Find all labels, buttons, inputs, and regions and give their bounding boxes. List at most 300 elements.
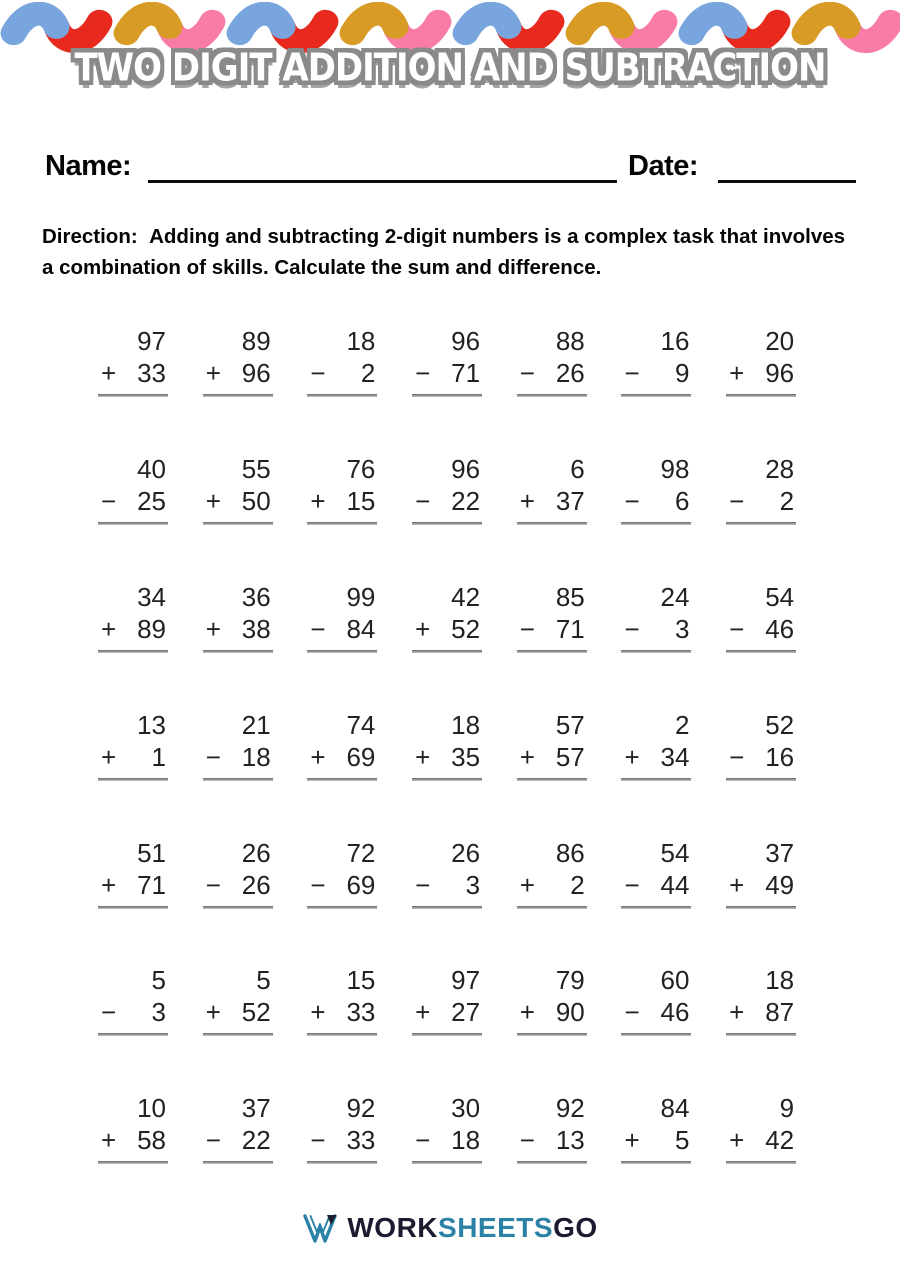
problem xyxy=(621,709,691,837)
problem xyxy=(517,453,587,581)
problem-bottom-row xyxy=(726,357,796,389)
problem-bottom-number: 3 xyxy=(151,997,166,1028)
problem-top-number: 34 xyxy=(137,581,166,612)
problem-operator: − xyxy=(415,358,431,388)
problem xyxy=(307,581,377,709)
problem xyxy=(307,1092,377,1220)
answer-line xyxy=(621,1161,691,1164)
answer-line xyxy=(412,778,482,781)
problem-bottom-number: 3 xyxy=(465,869,481,900)
problem xyxy=(621,325,691,453)
problem-bottom-row xyxy=(307,996,377,1028)
answer-line xyxy=(307,778,377,781)
problem-bottom-row xyxy=(726,869,796,901)
problem xyxy=(621,1092,691,1220)
direction-body: Adding and subtracting 2-digit numbers is a complex task that involves a combination of skills. Calculate the sum and difference. xyxy=(42,225,846,279)
problem xyxy=(203,837,273,965)
answer-line xyxy=(412,906,482,909)
answer-line xyxy=(517,650,587,653)
answer-line xyxy=(412,394,482,397)
problem-top-number: 24 xyxy=(660,581,690,612)
problem-operator: + xyxy=(729,997,745,1028)
problem-operator: − xyxy=(729,613,745,644)
problem-top-number: 98 xyxy=(660,453,690,484)
answer-line xyxy=(726,394,796,397)
problem-operator: − xyxy=(624,997,640,1028)
problem-bottom-row xyxy=(621,485,691,517)
problem-bottom-number: 46 xyxy=(765,613,795,644)
problem-bottom-number: 84 xyxy=(346,613,376,644)
problem-bottom-row xyxy=(203,869,273,901)
problem-bottom-number: 18 xyxy=(241,741,271,772)
problem-top-number: 21 xyxy=(241,709,271,740)
answer-line xyxy=(203,650,273,653)
problem xyxy=(203,1092,273,1220)
answer-line xyxy=(621,778,691,781)
problem-operator: + xyxy=(205,997,221,1028)
answer-line xyxy=(726,778,796,781)
problem-top-number: 40 xyxy=(137,453,166,484)
problem-bottom-row xyxy=(412,485,482,517)
problem-bottom-number: 1 xyxy=(151,741,166,772)
problem-bottom-row xyxy=(203,741,273,773)
answer-line xyxy=(517,1033,587,1036)
problem-top-number: 51 xyxy=(137,837,166,868)
problem-operator: + xyxy=(101,741,117,772)
problem xyxy=(98,709,168,837)
answer-line xyxy=(621,522,691,525)
problem xyxy=(203,581,273,709)
problem-bottom-number: 38 xyxy=(241,613,271,644)
problem-bottom-row xyxy=(621,613,691,645)
page-title-wrap xyxy=(0,45,900,91)
problem-bottom-number: 27 xyxy=(451,997,481,1028)
answer-line xyxy=(307,650,377,653)
problem-bottom-row xyxy=(517,741,587,773)
answer-line xyxy=(517,394,587,397)
problem-bottom-row xyxy=(517,613,587,645)
answer-line xyxy=(203,522,273,525)
problem xyxy=(621,453,691,581)
problem-bottom-number: 26 xyxy=(555,358,585,388)
brand-work: WORK xyxy=(347,1212,439,1243)
problem-top-number: 86 xyxy=(555,837,585,868)
problem-bottom-row xyxy=(98,485,168,517)
problem-top-number: 96 xyxy=(451,326,481,356)
problem-top-number: 42 xyxy=(451,581,481,612)
problem-operator: − xyxy=(310,613,326,644)
problem-operator: − xyxy=(415,1125,431,1156)
answer-line xyxy=(98,1161,168,1164)
problem-bottom-number: 2 xyxy=(570,869,585,900)
problem-operator: − xyxy=(205,1125,221,1156)
problem-bottom-row xyxy=(98,741,168,773)
problem-operator: − xyxy=(624,485,640,516)
problem-bottom-row xyxy=(307,485,377,517)
problem-bottom-row xyxy=(412,741,482,773)
problem-operator: + xyxy=(101,869,117,900)
problem-operator: − xyxy=(624,869,640,900)
problem-top-number: 37 xyxy=(241,1093,271,1124)
problem-operator: − xyxy=(310,1125,326,1156)
problem-bottom-row xyxy=(412,1124,482,1156)
problem-bottom-row xyxy=(307,613,377,645)
problem-bottom-row xyxy=(203,1124,273,1156)
problem-operator: − xyxy=(415,485,431,516)
problem-bottom-number: 71 xyxy=(555,613,585,644)
problem-operator: − xyxy=(519,1125,535,1156)
problem-bottom-row xyxy=(726,485,796,517)
answer-line xyxy=(412,522,482,525)
brand-sheets: SHEETS xyxy=(438,1212,554,1243)
name-label: Name: xyxy=(45,150,132,182)
problem-bottom-number: 26 xyxy=(241,869,271,900)
problem-bottom-number: 87 xyxy=(765,997,795,1028)
problem-operator: + xyxy=(101,613,117,644)
answer-line xyxy=(726,522,796,525)
page-title: TWO DIGIT ADDITION AND SUBTRACTION xyxy=(74,45,826,91)
problem-bottom-number: 15 xyxy=(346,485,376,516)
problem-bottom-row xyxy=(726,1124,796,1156)
problem xyxy=(203,964,273,1092)
problem-top-number: 79 xyxy=(555,965,585,996)
problem-top-number: 96 xyxy=(451,453,481,484)
problem xyxy=(621,581,691,709)
problem-bottom-number: 57 xyxy=(555,741,585,772)
answer-line xyxy=(726,1033,796,1036)
problem-bottom-number: 13 xyxy=(555,1125,585,1156)
answer-line xyxy=(726,650,796,653)
problem-bottom-row xyxy=(203,357,273,389)
problem-bottom-row xyxy=(98,357,168,389)
problem-bottom-number: 2 xyxy=(779,485,795,516)
answer-line xyxy=(307,906,377,909)
problem xyxy=(307,325,377,453)
problem xyxy=(98,837,168,965)
problem xyxy=(412,709,482,837)
problem xyxy=(203,453,273,581)
answer-line xyxy=(98,1033,168,1036)
problem-top-number: 28 xyxy=(765,453,795,484)
problem-top-number: 84 xyxy=(660,1093,690,1124)
brand-go: GO xyxy=(553,1212,598,1243)
worksheetsgo-wordmark xyxy=(347,1212,597,1244)
problem xyxy=(412,837,482,965)
problem-bottom-row xyxy=(98,996,168,1028)
problem-operator: + xyxy=(624,1125,640,1156)
problem xyxy=(517,325,587,453)
problem-bottom-number: 44 xyxy=(660,869,690,900)
problem-top-number: 26 xyxy=(451,837,481,868)
problem-operator: + xyxy=(310,485,326,516)
date-blank-line xyxy=(718,180,856,183)
problem xyxy=(517,964,587,1092)
problem xyxy=(726,581,796,709)
answer-line xyxy=(621,394,691,397)
problem-top-number: 5 xyxy=(256,965,271,996)
problem-bottom-row xyxy=(517,996,587,1028)
direction-text xyxy=(42,221,854,283)
answer-line xyxy=(203,1033,273,1036)
answer-line xyxy=(412,650,482,653)
problem-bottom-number: 37 xyxy=(555,485,585,516)
problem-bottom-number: 69 xyxy=(346,741,376,772)
answer-line xyxy=(203,778,273,781)
problem-operator: − xyxy=(101,997,117,1028)
problem-top-number: 60 xyxy=(660,965,690,996)
problem-top-number: 92 xyxy=(555,1093,585,1124)
problem-operator: + xyxy=(519,741,535,772)
problem-bottom-row xyxy=(412,613,482,645)
problem xyxy=(517,1092,587,1220)
answer-line xyxy=(621,650,691,653)
problem-bottom-row xyxy=(621,357,691,389)
problem-top-number: 89 xyxy=(241,326,271,356)
problem-operator: + xyxy=(101,358,117,388)
problem-bottom-number: 52 xyxy=(241,997,271,1028)
problem-operator: + xyxy=(415,741,431,772)
problem-operator: − xyxy=(519,358,535,388)
footer-brand xyxy=(0,1212,900,1244)
problem-top-number: 6 xyxy=(570,453,585,484)
problem-operator: + xyxy=(205,613,221,644)
problem-bottom-number: 33 xyxy=(346,1125,376,1156)
problem-operator: + xyxy=(624,741,640,772)
problem-top-number: 20 xyxy=(765,326,795,356)
problem-bottom-number: 71 xyxy=(137,869,166,900)
problem-top-number: 97 xyxy=(137,326,166,356)
problem-bottom-row xyxy=(517,485,587,517)
answer-line xyxy=(726,906,796,909)
problem-bottom-number: 58 xyxy=(137,1125,166,1156)
problem-top-number: 54 xyxy=(660,837,690,868)
problem xyxy=(517,581,587,709)
problem-operator: − xyxy=(624,358,640,388)
problem-bottom-row xyxy=(203,485,273,517)
problem-bottom-number: 46 xyxy=(660,997,690,1028)
problem-top-number: 88 xyxy=(555,326,585,356)
answer-line xyxy=(98,522,168,525)
problem xyxy=(412,1092,482,1220)
answer-line xyxy=(517,906,587,909)
problem xyxy=(726,1092,796,1220)
problem xyxy=(307,964,377,1092)
answer-line xyxy=(307,394,377,397)
problem-top-number: 10 xyxy=(137,1093,166,1124)
problem-bottom-row xyxy=(203,613,273,645)
problem-top-number: 76 xyxy=(346,453,376,484)
date-label: Date: xyxy=(628,150,699,182)
problem-bottom-number: 71 xyxy=(451,358,481,388)
problem-bottom-row xyxy=(307,741,377,773)
problem-bottom-number: 50 xyxy=(241,485,271,516)
answer-line xyxy=(517,522,587,525)
problem-bottom-number: 89 xyxy=(137,613,166,644)
problem-bottom-row xyxy=(517,869,587,901)
answer-line xyxy=(621,906,691,909)
problem-operator: + xyxy=(519,485,535,516)
problem-operator: − xyxy=(729,741,745,772)
problem-operator: − xyxy=(205,869,221,900)
answer-line xyxy=(412,1033,482,1036)
problem-top-number: 85 xyxy=(555,581,585,612)
problem-bottom-number: 49 xyxy=(765,869,795,900)
problem-top-number: 13 xyxy=(137,709,166,740)
problem-bottom-row xyxy=(621,1124,691,1156)
problem xyxy=(726,964,796,1092)
problem-top-number: 2 xyxy=(674,709,690,740)
problem-top-number: 18 xyxy=(346,326,376,356)
problem-operator: + xyxy=(519,869,535,900)
problem-operator: + xyxy=(519,997,535,1028)
problem-top-number: 18 xyxy=(765,965,795,996)
problem xyxy=(726,325,796,453)
problem-bottom-number: 2 xyxy=(360,358,376,388)
problem-operator: − xyxy=(519,613,535,644)
problem-operator: + xyxy=(729,1125,745,1156)
problem-bottom-row xyxy=(203,996,273,1028)
problem-top-number: 37 xyxy=(765,837,795,868)
problem-operator: + xyxy=(310,741,326,772)
answer-line xyxy=(203,906,273,909)
problem-bottom-row xyxy=(307,357,377,389)
problem xyxy=(517,837,587,965)
problem-operator: + xyxy=(729,358,745,388)
problem-bottom-number: 33 xyxy=(137,358,166,388)
problem xyxy=(203,709,273,837)
problem-top-number: 36 xyxy=(241,581,271,612)
name-blank-line xyxy=(148,180,617,183)
problem-bottom-number: 3 xyxy=(674,613,690,644)
problem-operator: − xyxy=(205,741,221,772)
problem-operator: − xyxy=(101,485,117,516)
problem-operator: − xyxy=(729,485,745,516)
answer-line xyxy=(307,522,377,525)
problem xyxy=(98,964,168,1092)
problem-bottom-row xyxy=(517,1124,587,1156)
problem-bottom-number: 52 xyxy=(451,613,481,644)
problem-operator: − xyxy=(624,613,640,644)
problem-bottom-number: 69 xyxy=(346,869,376,900)
problem-top-number: 16 xyxy=(660,326,690,356)
answer-line xyxy=(203,1161,273,1164)
problem-bottom-number: 5 xyxy=(674,1125,690,1156)
problem-bottom-row xyxy=(517,357,587,389)
problem xyxy=(412,325,482,453)
problem-bottom-number: 22 xyxy=(241,1125,271,1156)
problem-operator: + xyxy=(415,997,431,1028)
problem-bottom-row xyxy=(621,869,691,901)
problem-bottom-number: 6 xyxy=(674,485,690,516)
problem-operator: − xyxy=(310,869,326,900)
problem-operator: + xyxy=(729,869,745,900)
problem-bottom-number: 18 xyxy=(451,1125,481,1156)
problem-top-number: 18 xyxy=(451,709,481,740)
problem xyxy=(726,709,796,837)
worksheetsgo-logo-icon xyxy=(302,1213,338,1244)
problem-bottom-row xyxy=(726,613,796,645)
problem xyxy=(98,325,168,453)
problem xyxy=(412,581,482,709)
problem-top-number: 5 xyxy=(151,965,166,996)
answer-line xyxy=(203,394,273,397)
problem-bottom-number: 35 xyxy=(451,741,481,772)
problem-top-number: 72 xyxy=(346,837,376,868)
problem xyxy=(726,453,796,581)
problem-top-number: 97 xyxy=(451,965,481,996)
problem-bottom-number: 16 xyxy=(765,741,795,772)
problem-bottom-row xyxy=(307,1124,377,1156)
problem-bottom-row xyxy=(98,1124,168,1156)
problem-top-number: 54 xyxy=(765,581,795,612)
problem-top-number: 99 xyxy=(346,581,376,612)
problem-bottom-number: 34 xyxy=(660,741,690,772)
direction-label: Direction: xyxy=(42,225,138,248)
problem-top-number: 57 xyxy=(555,709,585,740)
problem xyxy=(412,964,482,1092)
problem-top-number: 52 xyxy=(765,709,795,740)
problem-bottom-row xyxy=(726,741,796,773)
problem-bottom-row xyxy=(621,996,691,1028)
problem-bottom-number: 25 xyxy=(137,485,166,516)
problem-bottom-row xyxy=(412,996,482,1028)
problem-bottom-number: 22 xyxy=(451,485,481,516)
problem-top-number: 30 xyxy=(451,1093,481,1124)
answer-line xyxy=(98,906,168,909)
problem-bottom-number: 9 xyxy=(674,358,690,388)
problem-bottom-number: 96 xyxy=(765,358,795,388)
problem-bottom-row xyxy=(98,869,168,901)
problem xyxy=(412,453,482,581)
problem-bottom-number: 96 xyxy=(241,358,271,388)
answer-line xyxy=(98,650,168,653)
problem-bottom-row xyxy=(412,357,482,389)
problem-operator: − xyxy=(310,358,326,388)
problem xyxy=(98,1092,168,1220)
problem xyxy=(621,837,691,965)
problem-top-number: 15 xyxy=(346,965,376,996)
problem-bottom-row xyxy=(98,613,168,645)
problem-bottom-number: 90 xyxy=(555,997,585,1028)
answer-line xyxy=(621,1033,691,1036)
problem-top-number: 55 xyxy=(241,453,271,484)
problems-grid xyxy=(97,325,830,1220)
problem-operator: + xyxy=(415,613,431,644)
problem-bottom-number: 33 xyxy=(346,997,376,1028)
problem xyxy=(307,709,377,837)
problem-operator: + xyxy=(205,358,221,388)
answer-line xyxy=(517,1161,587,1164)
problem xyxy=(98,581,168,709)
answer-line xyxy=(98,778,168,781)
problem-operator: + xyxy=(101,1125,117,1156)
problem-top-number: 92 xyxy=(346,1093,376,1124)
problem xyxy=(621,964,691,1092)
answer-line xyxy=(98,394,168,397)
problem-bottom-number: 42 xyxy=(765,1125,795,1156)
problem-top-number: 26 xyxy=(241,837,271,868)
problem xyxy=(517,709,587,837)
problem-top-number: 9 xyxy=(779,1093,795,1124)
problem-operator: + xyxy=(205,485,221,516)
answer-line xyxy=(307,1033,377,1036)
problem xyxy=(307,837,377,965)
answer-line xyxy=(517,778,587,781)
answer-line xyxy=(726,1161,796,1164)
problem-operator: + xyxy=(310,997,326,1028)
problem-bottom-row xyxy=(621,741,691,773)
answer-line xyxy=(412,1161,482,1164)
